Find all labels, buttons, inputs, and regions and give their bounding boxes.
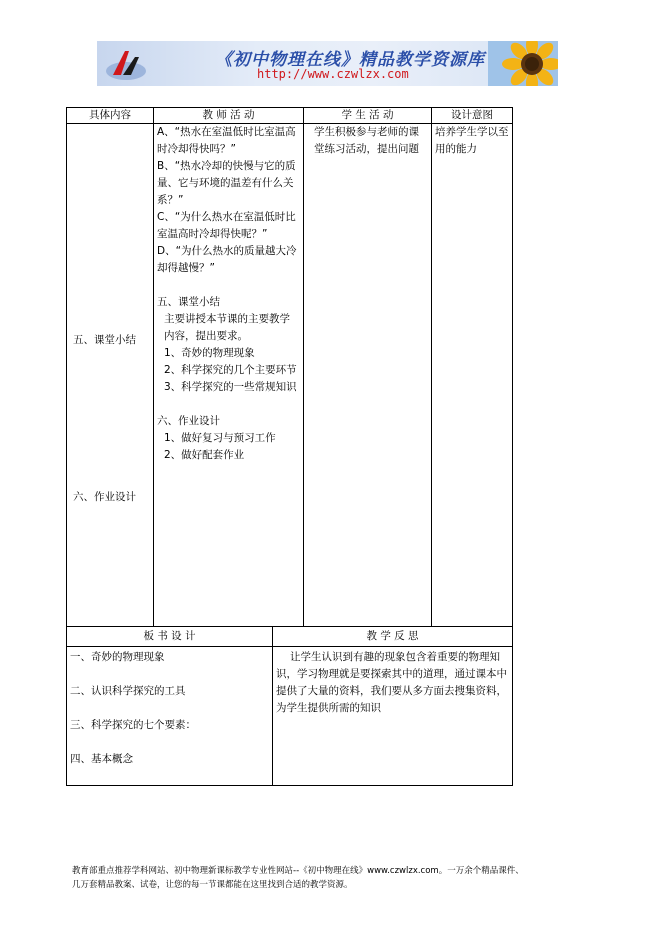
footer-line-2: 几万套精品教案、试卷，让您的每一节课都能在这里找到合适的教学资源。 bbox=[72, 880, 353, 890]
question-d: D、“为什么热水的质量越大冷却得越慢？” bbox=[157, 245, 297, 274]
board-item-2: 二、认识科学探究的工具 bbox=[70, 685, 186, 697]
header-banner bbox=[97, 41, 558, 86]
board-reflection-table bbox=[66, 626, 513, 786]
header-teaching-reflection: 教 学 反 思 bbox=[273, 627, 513, 647]
board-design-column bbox=[67, 647, 273, 786]
question-c: C、“为什么热水在室温低时比室温高时冷却得快呢？” bbox=[157, 211, 296, 240]
left-item-homework: 六、作业设计 bbox=[73, 491, 136, 503]
student-activity-text: 学生积极参与老师的课堂练习活动，提出问题 bbox=[314, 126, 419, 155]
design-intent-text: 培养学生学以至用的能力 bbox=[435, 126, 509, 155]
banner-url[interactable]: http://www.czwlzx.com bbox=[257, 67, 409, 81]
banner-title: 《初中物理在线》精品教学资源库 bbox=[215, 50, 485, 70]
section-homework-title: 六、作业设计 bbox=[157, 415, 220, 427]
teaching-reflection-column bbox=[273, 647, 513, 786]
summary-intro: 主要讲授本节课的主要教学内容，提出要求。 bbox=[164, 313, 290, 342]
homework-point-1: 1、做好复习与预习工作 bbox=[164, 432, 276, 444]
sunflower-icon bbox=[488, 41, 558, 86]
summary-point-1: 1、奇妙的物理现象 bbox=[164, 347, 255, 359]
reflection-text: 让学生认识到有趣的现象包含着重要的物理知识，学习物理就是要探索其中的道理，通过课本中提供了大量的资料，我们要从多方面去搜集资料，为学生提供所需的知识 bbox=[276, 651, 507, 714]
homework-point-2: 2、做好配套作业 bbox=[164, 449, 245, 461]
student-activity-column bbox=[304, 124, 432, 627]
footer-line-1: 教育部重点推荐学科网站、初中物理新课标教学专业性网站--《初中物理在线》www.czwlzx.com。一万余个精品课件、 bbox=[72, 866, 524, 876]
summary-point-3: 3、科学探究的一些常规知识 bbox=[164, 381, 297, 393]
footer-note bbox=[72, 864, 602, 892]
board-item-3: 三、科学探究的七个要素： bbox=[70, 719, 196, 731]
header-content: 具体内容 bbox=[67, 108, 154, 124]
header-design-intent: 设计意图 bbox=[432, 108, 513, 124]
section-summary-title: 五、课堂小结 bbox=[157, 296, 220, 308]
teacher-activity-column bbox=[154, 124, 304, 627]
content-column bbox=[67, 124, 154, 627]
header-teacher-activity: 教 师 活 动 bbox=[154, 108, 304, 124]
logo-icon bbox=[103, 45, 149, 83]
board-item-1: 一、奇妙的物理现象 bbox=[70, 651, 165, 663]
lesson-activity-table bbox=[66, 107, 513, 627]
left-item-summary: 五、课堂小结 bbox=[73, 334, 136, 346]
question-b: B、“热水冷却的快慢与它的质量、它与环境的温差有什么关系？” bbox=[157, 160, 296, 206]
question-a: A、“热水在室温低时比室温高时冷却得快吗？” bbox=[157, 126, 296, 155]
summary-point-2: 2、科学探究的几个主要环节 bbox=[164, 364, 297, 376]
header-student-activity: 学 生 活 动 bbox=[304, 108, 432, 124]
header-board-design: 板 书 设 计 bbox=[67, 627, 273, 647]
design-intent-column bbox=[432, 124, 513, 627]
board-item-4: 四、基本概念 bbox=[70, 753, 133, 765]
